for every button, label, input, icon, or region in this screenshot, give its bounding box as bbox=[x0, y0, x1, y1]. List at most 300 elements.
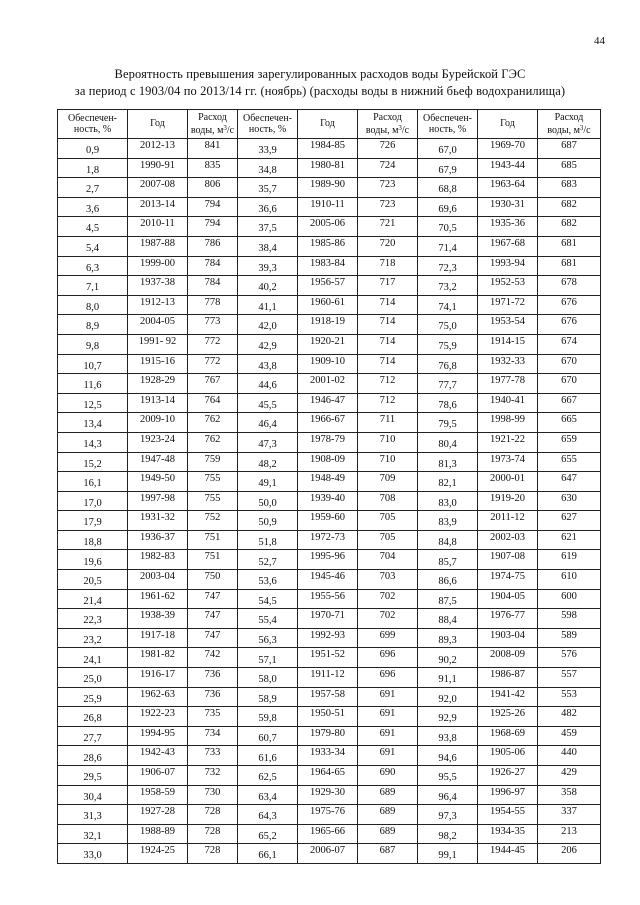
year-cell: 1959-60 bbox=[298, 511, 358, 531]
year-cell: 1994-95 bbox=[128, 726, 188, 746]
probability-cell: 80,4 bbox=[418, 432, 478, 452]
probability-cell: 75,9 bbox=[418, 334, 478, 354]
probability-cell: 14,3 bbox=[58, 432, 128, 452]
flow-cell: 762 bbox=[188, 432, 238, 452]
flow-cell: 482 bbox=[538, 707, 601, 727]
flow-cell: 732 bbox=[188, 766, 238, 786]
probability-cell: 8,0 bbox=[58, 295, 128, 315]
year-cell: 1914-15 bbox=[478, 334, 538, 354]
flow-cell: 724 bbox=[358, 158, 418, 178]
year-cell: 1918-19 bbox=[298, 315, 358, 335]
probability-cell: 22,3 bbox=[58, 609, 128, 629]
table-row bbox=[58, 609, 601, 629]
probability-cell: 37,5 bbox=[238, 217, 298, 237]
table-row bbox=[58, 746, 601, 766]
flow-cell: 750 bbox=[188, 570, 238, 590]
year-cell: 1961-62 bbox=[128, 589, 188, 609]
year-cell: 1992-93 bbox=[298, 628, 358, 648]
probability-cell: 71,4 bbox=[418, 236, 478, 256]
table-row bbox=[58, 295, 601, 315]
probability-cell: 17,9 bbox=[58, 511, 128, 531]
year-cell: 1955-56 bbox=[298, 589, 358, 609]
document-title: Вероятность превышения зарегулированных расходов воды Бурейской ГЭС bbox=[114, 67, 526, 81]
probability-cell: 83,0 bbox=[418, 491, 478, 511]
flow-cell: 747 bbox=[188, 609, 238, 629]
year-cell: 1913-14 bbox=[128, 393, 188, 413]
year-cell: 1907-08 bbox=[478, 550, 538, 570]
year-cell: 1916-17 bbox=[128, 668, 188, 688]
table-row bbox=[58, 511, 601, 531]
probability-cell: 47,3 bbox=[238, 432, 298, 452]
year-cell: 1960-61 bbox=[298, 295, 358, 315]
year-cell: 2012-13 bbox=[128, 139, 188, 159]
year-cell: 1938-39 bbox=[128, 609, 188, 629]
flow-cell: 696 bbox=[358, 648, 418, 668]
table-row bbox=[58, 726, 601, 746]
probability-cell: 25,0 bbox=[58, 668, 128, 688]
probability-cell: 68,8 bbox=[418, 178, 478, 198]
probability-cell: 86,6 bbox=[418, 570, 478, 590]
table-row bbox=[58, 217, 601, 237]
year-cell: 1940-41 bbox=[478, 393, 538, 413]
flow-cell: 728 bbox=[188, 824, 238, 844]
probability-cell: 17,0 bbox=[58, 491, 128, 511]
probability-cell: 2,7 bbox=[58, 178, 128, 198]
year-cell: 1978-79 bbox=[298, 432, 358, 452]
year-cell: 1970-71 bbox=[298, 609, 358, 629]
year-cell: 1917-18 bbox=[128, 628, 188, 648]
year-cell: 1923-24 bbox=[128, 432, 188, 452]
year-cell: 1950-51 bbox=[298, 707, 358, 727]
probability-cell: 58,0 bbox=[238, 668, 298, 688]
flow-cell: 691 bbox=[358, 726, 418, 746]
probability-cell: 53,6 bbox=[238, 570, 298, 590]
probability-cell: 34,8 bbox=[238, 158, 298, 178]
year-cell: 1929-30 bbox=[298, 785, 358, 805]
probability-cell: 52,7 bbox=[238, 550, 298, 570]
flow-cell: 841 bbox=[188, 139, 238, 159]
year-cell: 1958-59 bbox=[128, 785, 188, 805]
probability-cell: 13,4 bbox=[58, 413, 128, 433]
year-cell: 2008-09 bbox=[478, 648, 538, 668]
probability-cell: 84,8 bbox=[418, 530, 478, 550]
year-cell: 1910-11 bbox=[298, 197, 358, 217]
table-row bbox=[58, 491, 601, 511]
year-cell: 1942-43 bbox=[128, 746, 188, 766]
year-cell: 1936-37 bbox=[128, 530, 188, 550]
flow-cell: 784 bbox=[188, 256, 238, 276]
year-cell: 1919-20 bbox=[478, 491, 538, 511]
probability-cell: 92,9 bbox=[418, 707, 478, 727]
flow-cell: 714 bbox=[358, 315, 418, 335]
table-row bbox=[58, 668, 601, 688]
flow-cell: 734 bbox=[188, 726, 238, 746]
flow-cell: 710 bbox=[358, 452, 418, 472]
year-cell: 1971-72 bbox=[478, 295, 538, 315]
year-cell: 1957-58 bbox=[298, 687, 358, 707]
probability-cell: 93,8 bbox=[418, 726, 478, 746]
year-cell: 2001-02 bbox=[298, 374, 358, 394]
flow-cell: 714 bbox=[358, 334, 418, 354]
probability-cell: 29,5 bbox=[58, 766, 128, 786]
probability-cell: 18,8 bbox=[58, 530, 128, 550]
probability-cell: 12,5 bbox=[58, 393, 128, 413]
year-cell: 1995-96 bbox=[298, 550, 358, 570]
probability-cell: 66,1 bbox=[238, 844, 298, 864]
probability-cell: 99,1 bbox=[418, 844, 478, 864]
table-row bbox=[58, 785, 601, 805]
table-row bbox=[58, 276, 601, 296]
flow-cell: 630 bbox=[538, 491, 601, 511]
year-cell: 1981-82 bbox=[128, 648, 188, 668]
flow-cell: 621 bbox=[538, 530, 601, 550]
year-cell: 1924-25 bbox=[128, 844, 188, 864]
probability-cell: 65,2 bbox=[238, 824, 298, 844]
probability-table bbox=[57, 109, 601, 864]
probability-cell: 9,8 bbox=[58, 334, 128, 354]
probability-cell: 8,9 bbox=[58, 315, 128, 335]
probability-cell: 76,8 bbox=[418, 354, 478, 374]
year-cell: 1977-78 bbox=[478, 374, 538, 394]
probability-cell: 30,4 bbox=[58, 785, 128, 805]
flow-cell: 723 bbox=[358, 178, 418, 198]
flow-cell: 723 bbox=[358, 197, 418, 217]
probability-cell: 67,0 bbox=[418, 139, 478, 159]
flow-cell: 699 bbox=[358, 628, 418, 648]
header-flow: Расход воды, $м^3/с$ bbox=[188, 110, 238, 139]
flow-cell: 755 bbox=[188, 472, 238, 492]
year-cell: 1933-34 bbox=[298, 746, 358, 766]
flow-cell: 759 bbox=[188, 452, 238, 472]
flow-cell: 762 bbox=[188, 413, 238, 433]
probability-cell: 83,9 bbox=[418, 511, 478, 531]
year-cell: 1927-28 bbox=[128, 805, 188, 825]
flow-cell: 726 bbox=[358, 139, 418, 159]
year-cell: 1915-16 bbox=[128, 354, 188, 374]
table-row bbox=[58, 824, 601, 844]
page-number: 44 bbox=[594, 35, 605, 47]
year-cell: 1975-76 bbox=[298, 805, 358, 825]
probability-cell: 57,1 bbox=[238, 648, 298, 668]
header-year: Год bbox=[478, 110, 538, 139]
table-row bbox=[58, 256, 601, 276]
probability-cell: 60,7 bbox=[238, 726, 298, 746]
header-flow: Расход воды, $м^3/с$ bbox=[538, 110, 601, 139]
flow-cell: 751 bbox=[188, 550, 238, 570]
flow-cell: 687 bbox=[358, 844, 418, 864]
probability-cell: 23,2 bbox=[58, 628, 128, 648]
year-cell: 1921-22 bbox=[478, 432, 538, 452]
flow-cell: 711 bbox=[358, 413, 418, 433]
flow-cell: 610 bbox=[538, 570, 601, 590]
probability-cell: 19,6 bbox=[58, 550, 128, 570]
probability-cell: 61,6 bbox=[238, 746, 298, 766]
probability-cell: 85,7 bbox=[418, 550, 478, 570]
probability-cell: 79,5 bbox=[418, 413, 478, 433]
flow-cell: 683 bbox=[538, 178, 601, 198]
year-cell: 1904-05 bbox=[478, 589, 538, 609]
flow-cell: 619 bbox=[538, 550, 601, 570]
year-cell: 1952-53 bbox=[478, 276, 538, 296]
probability-cell: 91,1 bbox=[418, 668, 478, 688]
flow-cell: 690 bbox=[358, 766, 418, 786]
flow-cell: 557 bbox=[538, 668, 601, 688]
probability-cell: 58,9 bbox=[238, 687, 298, 707]
probability-cell: 92,0 bbox=[418, 687, 478, 707]
table-row bbox=[58, 334, 601, 354]
probability-cell: 50,0 bbox=[238, 491, 298, 511]
year-cell: 2009-10 bbox=[128, 413, 188, 433]
probability-cell: 3,6 bbox=[58, 197, 128, 217]
flow-cell: 735 bbox=[188, 707, 238, 727]
year-cell: 1979-80 bbox=[298, 726, 358, 746]
flow-cell: 752 bbox=[188, 511, 238, 531]
table-row bbox=[58, 589, 601, 609]
flow-cell: 553 bbox=[538, 687, 601, 707]
flow-cell: 714 bbox=[358, 295, 418, 315]
probability-cell: 25,9 bbox=[58, 687, 128, 707]
flow-cell: 213 bbox=[538, 824, 601, 844]
probability-cell: 10,7 bbox=[58, 354, 128, 374]
year-cell: 1988-89 bbox=[128, 824, 188, 844]
flow-cell: 794 bbox=[188, 217, 238, 237]
header-year: Год bbox=[298, 110, 358, 139]
flow-cell: 655 bbox=[538, 452, 601, 472]
year-cell: 1948-49 bbox=[298, 472, 358, 492]
flow-cell: 459 bbox=[538, 726, 601, 746]
year-cell: 1946-47 bbox=[298, 393, 358, 413]
flow-cell: 709 bbox=[358, 472, 418, 492]
table-row bbox=[58, 139, 601, 159]
probability-cell: 56,3 bbox=[238, 628, 298, 648]
probability-cell: 77,7 bbox=[418, 374, 478, 394]
probability-cell: 26,8 bbox=[58, 707, 128, 727]
table-row bbox=[58, 197, 601, 217]
probability-cell: 55,4 bbox=[238, 609, 298, 629]
table-row bbox=[58, 374, 601, 394]
flow-cell: 730 bbox=[188, 785, 238, 805]
probability-cell: 89,3 bbox=[418, 628, 478, 648]
year-cell: 1969-70 bbox=[478, 139, 538, 159]
probability-cell: 16,1 bbox=[58, 472, 128, 492]
table-row bbox=[58, 472, 601, 492]
year-cell: 1935-36 bbox=[478, 217, 538, 237]
flow-cell: 720 bbox=[358, 236, 418, 256]
flow-cell: 676 bbox=[538, 295, 601, 315]
probability-cell: 0,9 bbox=[58, 139, 128, 159]
probability-cell: 7,1 bbox=[58, 276, 128, 296]
flow-cell: 440 bbox=[538, 746, 601, 766]
probability-cell: 70,5 bbox=[418, 217, 478, 237]
probability-cell: 42,0 bbox=[238, 315, 298, 335]
flow-cell: 696 bbox=[358, 668, 418, 688]
probability-cell: 88,4 bbox=[418, 609, 478, 629]
year-cell: 1993-94 bbox=[478, 256, 538, 276]
flow-cell: 704 bbox=[358, 550, 418, 570]
year-cell: 1928-29 bbox=[128, 374, 188, 394]
flow-cell: 681 bbox=[538, 236, 601, 256]
probability-cell: 1,8 bbox=[58, 158, 128, 178]
year-cell: 1931-32 bbox=[128, 511, 188, 531]
flow-cell: 794 bbox=[188, 197, 238, 217]
probability-cell: 54,5 bbox=[238, 589, 298, 609]
table-row bbox=[58, 236, 601, 256]
table-body bbox=[58, 139, 601, 864]
probability-cell: 82,1 bbox=[418, 472, 478, 492]
probability-cell: 87,5 bbox=[418, 589, 478, 609]
probability-cell: 46,4 bbox=[238, 413, 298, 433]
probability-cell: 27,7 bbox=[58, 726, 128, 746]
year-cell: 2000-01 bbox=[478, 472, 538, 492]
year-cell: 1982-83 bbox=[128, 550, 188, 570]
year-cell: 1934-35 bbox=[478, 824, 538, 844]
probability-cell: 33,0 bbox=[58, 844, 128, 864]
flow-cell: 689 bbox=[358, 785, 418, 805]
year-cell: 1926-27 bbox=[478, 766, 538, 786]
year-cell: 1905-06 bbox=[478, 746, 538, 766]
table-row bbox=[58, 805, 601, 825]
table-row bbox=[58, 648, 601, 668]
probability-cell: 50,9 bbox=[238, 511, 298, 531]
flow-cell: 627 bbox=[538, 511, 601, 531]
flow-cell: 712 bbox=[358, 393, 418, 413]
flow-cell: 736 bbox=[188, 687, 238, 707]
header-probability: Обеспечен- ность, % bbox=[418, 110, 478, 139]
flow-cell: 691 bbox=[358, 746, 418, 766]
probability-cell: 11,6 bbox=[58, 374, 128, 394]
header-flow: Расход воды, $м^3/с$ bbox=[358, 110, 418, 139]
probability-cell: 98,2 bbox=[418, 824, 478, 844]
flow-cell: 337 bbox=[538, 805, 601, 825]
year-cell: 2004-05 bbox=[128, 315, 188, 335]
year-cell: 1984-85 bbox=[298, 139, 358, 159]
probability-cell: 81,3 bbox=[418, 452, 478, 472]
table-row bbox=[58, 178, 601, 198]
probability-cell: 62,5 bbox=[238, 766, 298, 786]
flow-cell: 689 bbox=[358, 805, 418, 825]
flow-cell: 702 bbox=[358, 589, 418, 609]
flow-cell: 835 bbox=[188, 158, 238, 178]
flow-cell: 659 bbox=[538, 432, 601, 452]
flow-cell: 751 bbox=[188, 530, 238, 550]
table-row bbox=[58, 628, 601, 648]
table-row bbox=[58, 570, 601, 590]
table-row bbox=[58, 687, 601, 707]
flow-cell: 718 bbox=[358, 256, 418, 276]
table-row bbox=[58, 393, 601, 413]
header-row bbox=[58, 110, 601, 139]
year-cell: 1906-07 bbox=[128, 766, 188, 786]
year-cell: 1909-10 bbox=[298, 354, 358, 374]
flow-cell: 691 bbox=[358, 687, 418, 707]
year-cell: 1967-68 bbox=[478, 236, 538, 256]
flow-cell: 665 bbox=[538, 413, 601, 433]
year-cell: 1983-84 bbox=[298, 256, 358, 276]
year-cell: 1949-50 bbox=[128, 472, 188, 492]
flow-cell: 733 bbox=[188, 746, 238, 766]
flow-cell: 702 bbox=[358, 609, 418, 629]
probability-cell: 90,2 bbox=[418, 648, 478, 668]
year-cell: 1925-26 bbox=[478, 707, 538, 727]
probability-cell: 36,6 bbox=[238, 197, 298, 217]
flow-cell: 721 bbox=[358, 217, 418, 237]
probability-cell: 41,1 bbox=[238, 295, 298, 315]
probability-cell: 32,1 bbox=[58, 824, 128, 844]
document-subtitle: за период с 1903/04 по 2013/14 гг. (ноябрь) (расходы воды в нижний бьеф водохранилища) bbox=[74, 84, 566, 98]
probability-cell: 5,4 bbox=[58, 236, 128, 256]
year-cell: 2003-04 bbox=[128, 570, 188, 590]
probability-cell: 59,8 bbox=[238, 707, 298, 727]
probability-cell: 49,1 bbox=[238, 472, 298, 492]
flow-cell: 767 bbox=[188, 374, 238, 394]
table-row bbox=[58, 452, 601, 472]
year-cell: 1953-54 bbox=[478, 315, 538, 335]
year-cell: 1922-23 bbox=[128, 707, 188, 727]
probability-cell: 94,6 bbox=[418, 746, 478, 766]
header-probability: Обеспечен- ность, % bbox=[238, 110, 298, 139]
year-cell: 1932-33 bbox=[478, 354, 538, 374]
probability-cell: 6,3 bbox=[58, 256, 128, 276]
probability-cell: 63,4 bbox=[238, 785, 298, 805]
year-cell: 1989-90 bbox=[298, 178, 358, 198]
flow-cell: 674 bbox=[538, 334, 601, 354]
table-row bbox=[58, 530, 601, 550]
flow-cell: 742 bbox=[188, 648, 238, 668]
year-cell: 1987-88 bbox=[128, 236, 188, 256]
year-cell: 1965-66 bbox=[298, 824, 358, 844]
year-cell: 1991- 92 bbox=[128, 334, 188, 354]
flow-cell: 747 bbox=[188, 628, 238, 648]
year-cell: 1998-99 bbox=[478, 413, 538, 433]
probability-cell: 42,9 bbox=[238, 334, 298, 354]
header-probability: Обеспечен- ность, % bbox=[58, 110, 128, 139]
table-row bbox=[58, 354, 601, 374]
table-row bbox=[58, 315, 601, 335]
flow-cell: 772 bbox=[188, 334, 238, 354]
probability-cell: 78,6 bbox=[418, 393, 478, 413]
flow-cell: 676 bbox=[538, 315, 601, 335]
flow-cell: 667 bbox=[538, 393, 601, 413]
year-cell: 1956-57 bbox=[298, 276, 358, 296]
year-cell: 1996-97 bbox=[478, 785, 538, 805]
probability-cell: 75,0 bbox=[418, 315, 478, 335]
probability-cell: 28,6 bbox=[58, 746, 128, 766]
flow-cell: 687 bbox=[538, 139, 601, 159]
year-cell: 1997-98 bbox=[128, 491, 188, 511]
flow-cell: 773 bbox=[188, 315, 238, 335]
year-cell: 1968-69 bbox=[478, 726, 538, 746]
year-cell: 1908-09 bbox=[298, 452, 358, 472]
year-cell: 1951-52 bbox=[298, 648, 358, 668]
flow-cell: 717 bbox=[358, 276, 418, 296]
flow-cell: 600 bbox=[538, 589, 601, 609]
probability-cell: 21,4 bbox=[58, 589, 128, 609]
table-row bbox=[58, 158, 601, 178]
probability-cell: 96,4 bbox=[418, 785, 478, 805]
flow-cell: 681 bbox=[538, 256, 601, 276]
probability-cell: 20,5 bbox=[58, 570, 128, 590]
header-year: Год bbox=[128, 110, 188, 139]
year-cell: 1963-64 bbox=[478, 178, 538, 198]
flow-cell: 598 bbox=[538, 609, 601, 629]
flow-cell: 705 bbox=[358, 530, 418, 550]
probability-cell: 72,3 bbox=[418, 256, 478, 276]
probability-cell: 44,6 bbox=[238, 374, 298, 394]
flow-cell: 772 bbox=[188, 354, 238, 374]
flow-cell: 708 bbox=[358, 491, 418, 511]
flow-cell: 728 bbox=[188, 844, 238, 864]
flow-cell: 685 bbox=[538, 158, 601, 178]
